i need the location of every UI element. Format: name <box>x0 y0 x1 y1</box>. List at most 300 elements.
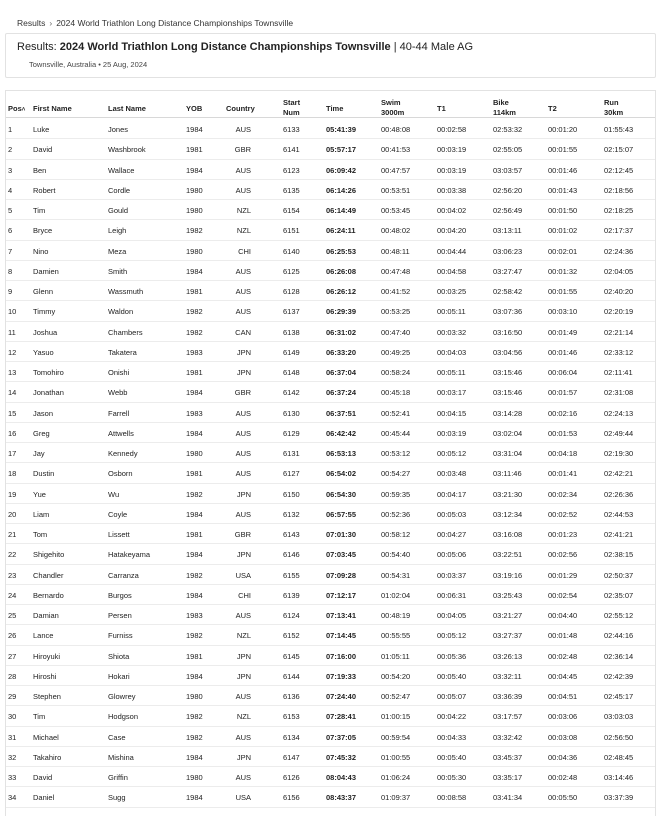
cell-yob: 1984 <box>186 793 203 803</box>
table-row <box>6 403 655 423</box>
cell-yob: 1982 <box>186 570 203 580</box>
cell-t1: 00:04:05 <box>437 611 467 620</box>
cell-first-name: Tim <box>33 712 46 722</box>
cell-country: JPN <box>236 347 251 357</box>
cell-start-num: 6132 <box>283 509 300 519</box>
cell-t2: 00:03:10 <box>548 307 578 317</box>
cell-country: JPN <box>236 671 251 681</box>
cell-run: 02:12:45 <box>604 165 634 175</box>
table-row <box>6 524 655 544</box>
cell-run: 03:37:39 <box>604 793 634 803</box>
cell-country: NZL <box>236 206 251 215</box>
cell-time: 06:54:30 <box>326 489 357 499</box>
cell-country: AUS <box>235 773 251 782</box>
table-row <box>6 220 655 240</box>
cell-t2: 00:01:46 <box>548 165 578 175</box>
cell-bike: 03:12:34 <box>493 509 523 519</box>
cell-pos: 16 <box>8 428 17 438</box>
header-swim[interactable]: Swim 3000m <box>381 98 405 117</box>
cell-country: USA <box>235 570 251 580</box>
cell-country: AUS <box>235 307 251 317</box>
cell-t2: 00:01:48 <box>548 631 578 641</box>
cell-bike: 03:35:17 <box>493 773 523 782</box>
cell-t2: 00:01:20 <box>548 125 578 134</box>
cell-yob: 1983 <box>186 347 203 357</box>
cell-t2: 00:06:04 <box>548 368 578 377</box>
cell-run: 02:20:19 <box>604 307 634 317</box>
table-row <box>6 382 655 402</box>
cell-time: 06:33:20 <box>326 347 357 357</box>
cell-country: JPN <box>236 752 251 762</box>
cell-t1: 00:04:33 <box>437 732 467 742</box>
cell-country: NZL <box>236 712 251 722</box>
cell-t2: 00:03:06 <box>548 712 578 722</box>
cell-t1: 00:03:19 <box>437 165 467 175</box>
cell-country: USA <box>235 793 251 803</box>
cell-pos: 21 <box>8 530 17 539</box>
table-row <box>6 261 655 281</box>
cell-time: 06:14:49 <box>326 206 357 215</box>
cell-pos: 18 <box>8 469 17 479</box>
cell-country: AUS <box>235 611 251 620</box>
cell-t1: 00:04:27 <box>437 530 467 539</box>
cell-pos: 5 <box>8 206 13 215</box>
cell-country: AUS <box>235 509 251 519</box>
cell-t2: 00:01:41 <box>548 469 578 479</box>
cell-first-name: Yue <box>33 489 46 499</box>
cell-last-name: Lissett <box>108 530 130 539</box>
cell-pos: 15 <box>8 408 17 418</box>
cell-swim: 00:47:40 <box>381 327 411 337</box>
title-event: 2024 World Triathlon Long Distance Championships Townsville <box>59 41 391 53</box>
table-row <box>6 484 655 504</box>
cell-last-name: Sugg <box>108 793 126 803</box>
cell-bike: 03:14:28 <box>493 408 523 418</box>
cell-swim: 00:47:48 <box>381 266 411 276</box>
table-row <box>6 463 655 483</box>
cell-pos: 22 <box>8 550 17 560</box>
cell-pos: 8 <box>8 266 13 276</box>
cell-pos: 28 <box>8 671 17 681</box>
cell-last-name: Shiota <box>108 651 130 661</box>
cell-bike: 03:03:57 <box>493 165 523 175</box>
cell-pos: 32 <box>8 752 17 762</box>
cell-last-name: Glowrey <box>108 692 136 701</box>
cell-swim: 00:54:20 <box>381 671 411 681</box>
table-row <box>6 301 655 321</box>
cell-first-name: Liam <box>33 509 50 519</box>
cell-time: 06:37:24 <box>326 388 357 398</box>
cell-pos: 29 <box>8 692 17 701</box>
cell-swim: 00:55:55 <box>381 631 411 641</box>
breadcrumb <box>17 18 293 28</box>
cell-run: 01:55:43 <box>604 125 634 134</box>
cell-t2: 00:01:43 <box>548 185 578 195</box>
header-last-name[interactable]: Last Name <box>108 104 146 113</box>
cell-first-name: Jonathan <box>33 388 64 398</box>
cell-start-num: 6140 <box>283 246 300 256</box>
header-bike[interactable]: Bike 114km <box>493 98 516 117</box>
cell-run: 02:55:12 <box>604 611 634 620</box>
event-header <box>5 33 656 78</box>
cell-last-name: Chambers <box>108 327 143 337</box>
cell-last-name: Coyle <box>108 509 128 519</box>
table-row <box>6 180 655 200</box>
table-row <box>6 706 655 726</box>
cell-t2: 00:01:32 <box>548 266 578 276</box>
cell-time: 07:09:28 <box>326 570 357 580</box>
cell-t2: 00:01:55 <box>548 145 578 155</box>
cell-t2: 00:03:08 <box>548 732 578 742</box>
cell-swim: 01:00:15 <box>381 712 411 722</box>
cell-first-name: Joshua <box>33 327 58 337</box>
cell-swim: 00:53:25 <box>381 307 411 317</box>
table-row <box>6 747 655 767</box>
cell-start-num: 6139 <box>283 590 300 600</box>
cell-t2: 00:04:36 <box>548 752 578 762</box>
cell-start-num: 6151 <box>283 226 300 236</box>
cell-swim: 01:06:24 <box>381 773 411 782</box>
cell-yob: 1980 <box>186 773 203 782</box>
cell-t2: 00:02:01 <box>548 246 578 256</box>
cell-pos: 19 <box>8 489 17 499</box>
cell-first-name: Tomohiro <box>33 368 64 377</box>
cell-swim: 00:41:53 <box>381 145 411 155</box>
header-country[interactable]: Country <box>226 104 255 113</box>
title-category: 40-44 Male AG <box>399 41 474 53</box>
cell-t2: 00:02:56 <box>548 550 578 560</box>
cell-last-name: Washbrook <box>108 145 146 155</box>
cell-run: 02:24:36 <box>604 246 634 256</box>
cell-swim: 00:52:36 <box>381 509 411 519</box>
table-row <box>6 565 655 585</box>
results-table <box>5 90 656 816</box>
cell-run: 02:26:36 <box>604 489 634 499</box>
cell-time: 07:28:41 <box>326 712 357 722</box>
cell-swim: 00:54:31 <box>381 570 411 580</box>
cell-start-num: 6152 <box>283 631 300 641</box>
cell-t1: 00:05:30 <box>437 773 467 782</box>
header-start-num[interactable]: Start Num <box>283 98 301 117</box>
cell-bike: 03:04:56 <box>493 347 523 357</box>
cell-t1: 00:03:32 <box>437 327 467 337</box>
cell-start-num: 6123 <box>283 165 300 175</box>
cell-t1: 00:03:17 <box>437 388 467 398</box>
cell-bike: 03:41:34 <box>493 793 523 803</box>
table-row <box>6 119 655 139</box>
table-row <box>6 544 655 564</box>
cell-time: 08:04:43 <box>326 773 357 782</box>
cell-country: JPN <box>236 368 251 377</box>
table-row <box>6 281 655 301</box>
cell-t1: 00:05:11 <box>437 368 466 377</box>
cell-yob: 1984 <box>186 671 203 681</box>
cell-start-num: 6135 <box>283 185 300 195</box>
cell-swim: 00:52:41 <box>381 408 411 418</box>
cell-time: 05:41:39 <box>326 125 357 134</box>
table-row <box>6 686 655 706</box>
cell-t1: 00:04:20 <box>437 226 467 236</box>
title-prefix: Results: <box>17 41 60 53</box>
cell-last-name: Case <box>108 732 126 742</box>
cell-yob: 1981 <box>186 287 203 296</box>
cell-time: 07:14:45 <box>326 631 357 641</box>
cell-run: 02:49:44 <box>604 428 634 438</box>
cell-run: 02:41:21 <box>604 530 634 539</box>
cell-bike: 03:16:50 <box>493 327 523 337</box>
header-t2[interactable]: T2 <box>548 104 557 113</box>
cell-swim: 00:53:51 <box>381 185 411 195</box>
cell-t1: 00:04:58 <box>437 266 467 276</box>
cell-bike: 03:27:47 <box>493 266 523 276</box>
cell-pos: 24 <box>8 590 17 600</box>
cell-yob: 1984 <box>186 266 203 276</box>
cell-time: 06:37:04 <box>326 368 357 377</box>
cell-last-name: Burgos <box>108 590 132 600</box>
cell-start-num: 6144 <box>283 671 300 681</box>
cell-run: 02:42:21 <box>604 469 634 479</box>
cell-t1: 00:05:11 <box>437 307 466 317</box>
event-location-date: Townsville, Australia • 25 Aug, 2024 <box>29 60 148 69</box>
cell-last-name: Hokari <box>108 671 130 681</box>
cell-t1: 00:05:40 <box>437 752 467 762</box>
cell-pos: 25 <box>8 611 17 620</box>
table-row <box>6 767 655 787</box>
cell-first-name: Stephen <box>33 692 61 701</box>
cell-yob: 1980 <box>186 692 203 701</box>
cell-t1: 00:03:37 <box>437 570 467 580</box>
cell-pos: 10 <box>8 307 17 317</box>
cell-time: 06:57:55 <box>326 509 357 519</box>
cell-run: 03:03:03 <box>604 712 634 722</box>
cell-start-num: 6130 <box>283 408 300 418</box>
cell-country: NZL <box>236 631 251 641</box>
cell-last-name: Onishi <box>108 368 130 377</box>
cell-bike: 03:32:42 <box>493 732 523 742</box>
cell-time: 06:14:26 <box>326 185 357 195</box>
table-row <box>6 504 655 524</box>
cell-country: AUS <box>235 692 251 701</box>
cell-run: 02:18:56 <box>604 185 634 195</box>
table-row <box>6 241 655 261</box>
cell-run: 02:11:41 <box>604 368 633 377</box>
cell-start-num: 6155 <box>283 570 300 580</box>
cell-t1: 00:04:22 <box>437 712 467 722</box>
cell-t1: 00:08:58 <box>437 793 467 803</box>
cell-t2: 00:01:55 <box>548 287 578 296</box>
cell-yob: 1981 <box>186 651 203 661</box>
cell-start-num: 6147 <box>283 752 300 762</box>
cell-start-num: 6128 <box>283 287 300 296</box>
cell-last-name: Takatera <box>108 347 137 357</box>
cell-country: CHI <box>238 590 251 600</box>
cell-start-num: 6124 <box>283 611 300 620</box>
cell-time: 06:26:12 <box>326 287 357 296</box>
cell-start-num: 6143 <box>283 530 300 539</box>
cell-bike: 03:19:16 <box>493 570 523 580</box>
cell-bike: 03:06:23 <box>493 246 523 256</box>
cell-t2: 00:04:18 <box>548 449 578 458</box>
cell-yob: 1984 <box>186 550 203 560</box>
cell-bike: 02:56:49 <box>493 206 523 215</box>
cell-country: JPN <box>236 489 251 499</box>
breadcrumb-event-link[interactable]: 2024 World Triathlon Long Distance Championships Townsville <box>56 18 294 28</box>
cell-start-num: 6125 <box>283 266 300 276</box>
cell-time: 07:01:30 <box>326 530 357 539</box>
cell-first-name: David <box>33 145 53 155</box>
cell-bike: 03:27:37 <box>493 631 523 641</box>
cell-yob: 1980 <box>186 449 203 458</box>
cell-yob: 1984 <box>186 428 203 438</box>
cell-run: 02:45:17 <box>604 692 634 701</box>
cell-pos: 26 <box>8 631 17 641</box>
cell-yob: 1983 <box>186 408 203 418</box>
cell-t2: 00:02:54 <box>548 590 578 600</box>
cell-country: AUS <box>235 266 251 276</box>
cell-time: 06:31:02 <box>326 327 357 337</box>
cell-yob: 1984 <box>186 752 203 762</box>
header-t1[interactable]: T1 <box>437 104 446 113</box>
table-row <box>6 423 655 443</box>
cell-run: 02:48:45 <box>604 752 634 762</box>
cell-time: 07:45:32 <box>326 752 357 762</box>
cell-start-num: 6156 <box>283 793 300 803</box>
cell-start-num: 6137 <box>283 307 300 317</box>
cell-time: 07:12:17 <box>326 590 357 600</box>
cell-last-name: Wallace <box>108 165 135 175</box>
cell-last-name: Gould <box>108 206 129 215</box>
cell-run: 02:42:39 <box>604 671 634 681</box>
cell-time: 06:29:39 <box>326 307 357 317</box>
cell-country: AUS <box>235 469 251 479</box>
cell-yob: 1980 <box>186 246 203 256</box>
cell-t2: 00:04:51 <box>548 692 578 701</box>
cell-start-num: 6133 <box>283 125 300 134</box>
cell-start-num: 6126 <box>283 773 300 782</box>
header-first-name[interactable]: First Name <box>33 104 72 113</box>
cell-first-name: Nino <box>33 246 49 256</box>
cell-bike: 03:02:04 <box>493 428 523 438</box>
cell-bike: 03:21:27 <box>493 611 523 620</box>
header-time[interactable]: Time <box>326 104 344 113</box>
cell-pos: 4 <box>8 185 13 195</box>
cell-yob: 1984 <box>186 388 203 398</box>
cell-pos: 27 <box>8 651 17 661</box>
cell-run: 02:35:07 <box>604 590 634 600</box>
table-row <box>6 322 655 342</box>
cell-swim: 00:58:24 <box>381 368 411 377</box>
cell-bike: 03:15:46 <box>493 388 523 398</box>
table-row <box>6 605 655 625</box>
cell-time: 06:25:53 <box>326 246 357 256</box>
cell-country: JPN <box>236 651 251 661</box>
cell-pos: 2 <box>8 145 13 155</box>
cell-run: 02:21:14 <box>604 327 634 337</box>
cell-swim: 00:58:12 <box>381 530 411 539</box>
cell-country: GBR <box>234 388 251 398</box>
cell-first-name: Michael <box>33 732 59 742</box>
cell-t1: 00:04:17 <box>437 489 467 499</box>
cell-start-num: 6131 <box>283 449 300 458</box>
cell-country: AUS <box>235 125 251 134</box>
cell-yob: 1984 <box>186 125 203 134</box>
cell-bike: 03:32:11 <box>493 671 522 681</box>
cell-t2: 00:01:50 <box>548 206 578 215</box>
cell-first-name: Lance <box>33 631 54 641</box>
cell-t1: 00:05:12 <box>437 449 467 458</box>
cell-first-name: Timmy <box>33 307 56 317</box>
cell-pos: 14 <box>8 388 17 398</box>
cell-yob: 1984 <box>186 509 203 519</box>
cell-swim: 00:48:08 <box>381 125 411 134</box>
cell-swim: 01:00:55 <box>381 752 411 762</box>
cell-bike: 03:22:51 <box>493 550 523 560</box>
cell-run: 02:44:16 <box>604 631 634 641</box>
cell-last-name: Webb <box>108 388 128 398</box>
cell-bike: 03:13:11 <box>493 226 522 236</box>
table-row <box>6 443 655 463</box>
cell-country: CHI <box>238 246 251 256</box>
cell-time: 08:43:37 <box>326 793 357 803</box>
cell-country: AUS <box>235 287 251 296</box>
cell-swim: 00:49:25 <box>381 347 411 357</box>
cell-yob: 1982 <box>186 732 203 742</box>
header-run[interactable]: Run 30km <box>604 98 624 117</box>
table-row <box>6 160 655 180</box>
cell-country: AUS <box>235 449 251 458</box>
cell-swim: 01:02:04 <box>381 590 411 600</box>
cell-swim: 00:47:57 <box>381 165 411 175</box>
cell-start-num: 6150 <box>283 489 300 499</box>
cell-country: AUS <box>235 732 251 742</box>
cell-t2: 00:04:40 <box>548 611 578 620</box>
cell-first-name: Robert <box>33 185 56 195</box>
cell-last-name: Leigh <box>108 226 127 236</box>
cell-swim: 00:48:19 <box>381 611 411 620</box>
table-row <box>6 666 655 686</box>
cell-last-name: Mishina <box>108 752 134 762</box>
table-row <box>6 787 655 807</box>
header-yob[interactable]: YOB <box>186 104 203 113</box>
title-divider: | <box>390 41 400 53</box>
cell-time: 07:24:40 <box>326 692 357 701</box>
cell-last-name: Jones <box>108 125 129 134</box>
cell-swim: 01:05:11 <box>381 651 410 661</box>
cell-last-name: Waldon <box>108 307 134 317</box>
cell-t1: 00:03:48 <box>437 469 467 479</box>
header-pos[interactable]: Pos˄ <box>8 104 26 113</box>
cell-last-name: Kennedy <box>108 449 138 458</box>
table-header <box>6 91 655 118</box>
cell-t1: 00:05:40 <box>437 671 467 681</box>
cell-pos: 31 <box>8 732 17 742</box>
cell-last-name: Persen <box>108 611 132 620</box>
table-row <box>6 727 655 747</box>
cell-time: 07:16:00 <box>326 651 357 661</box>
cell-t2: 00:02:34 <box>548 489 578 499</box>
cell-last-name: Farrell <box>108 408 130 418</box>
cell-t1: 00:05:07 <box>437 692 467 701</box>
cell-last-name: Hodgson <box>108 712 139 722</box>
cell-pos: 20 <box>8 509 17 519</box>
cell-t1: 00:03:38 <box>437 185 467 195</box>
cell-last-name: Hatakeyama <box>108 550 151 560</box>
cell-run: 02:17:37 <box>604 226 634 236</box>
cell-run: 02:44:53 <box>604 509 634 519</box>
cell-pos: 30 <box>8 712 17 722</box>
breadcrumb-results-link[interactable]: Results <box>17 18 46 28</box>
table-row <box>6 139 655 159</box>
